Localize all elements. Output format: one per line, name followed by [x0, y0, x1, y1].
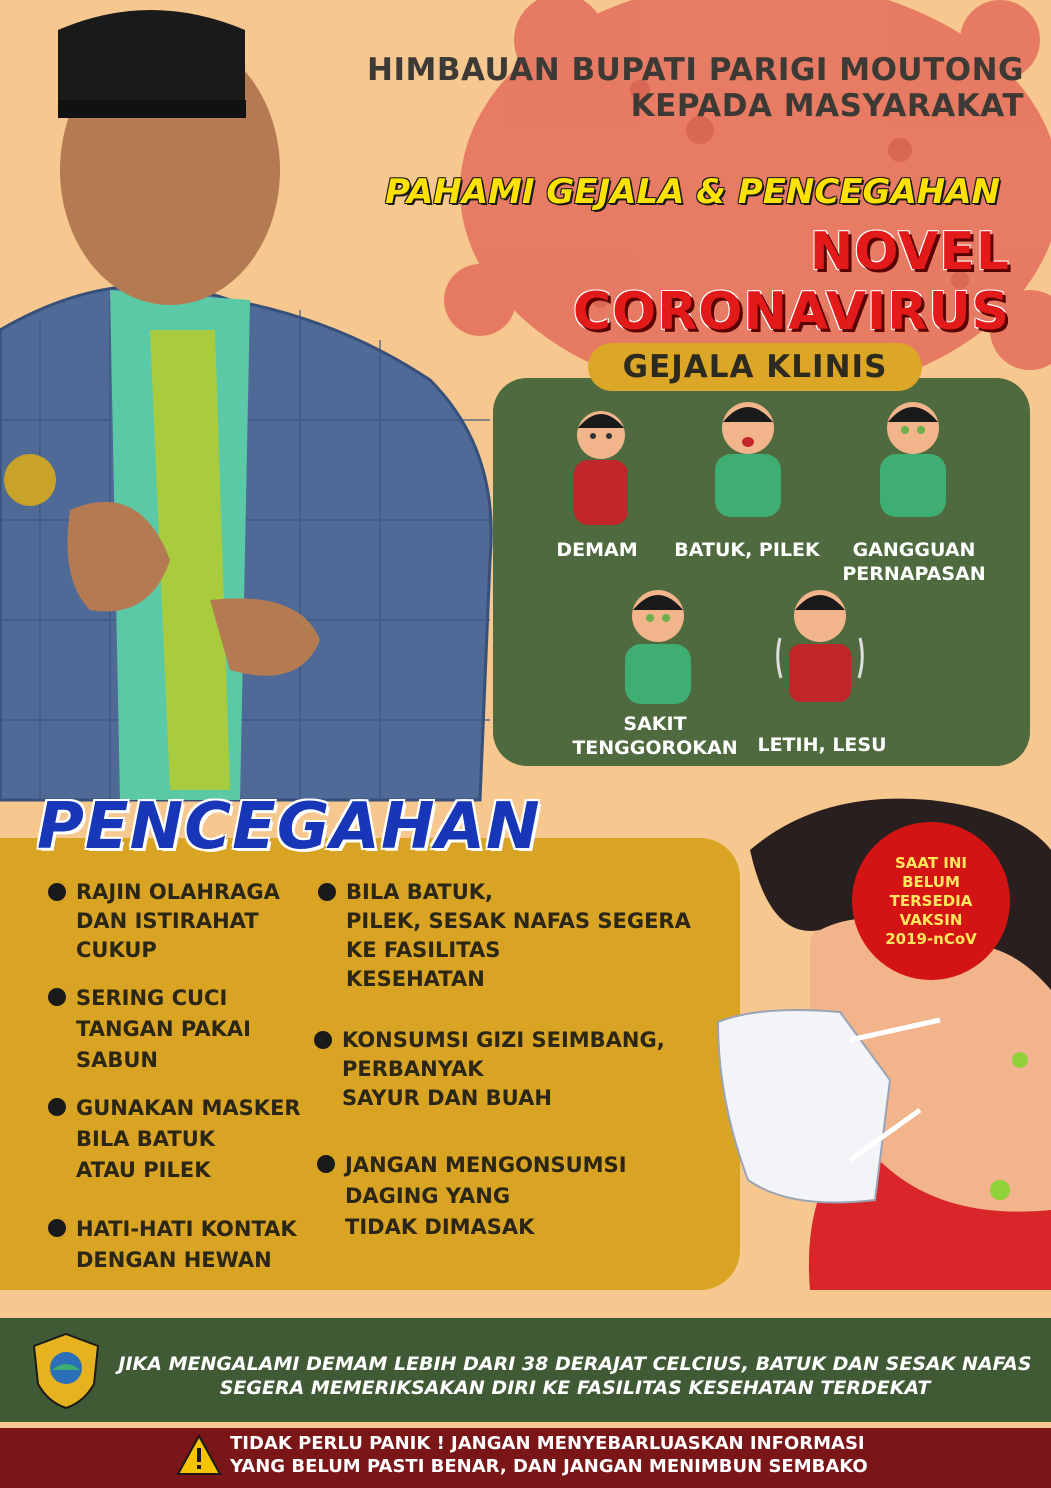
- bullet-icon: [48, 1219, 66, 1237]
- prevention-item: KONSUMSI GIZI SEIMBANG, PERBANYAK SAYUR DAN BUAH: [342, 1026, 665, 1113]
- header: [360, 52, 1040, 124]
- warning-icon: [176, 1434, 222, 1476]
- fatigue-figure-icon: [775, 578, 865, 708]
- subtitle: PAHAMI GEJALA & PENCEGAHAN: [385, 172, 1000, 212]
- warning-text: TIDAK PERLU PANIK ! JANGAN MENYEBARLUASKAN INFORMASI YANG BELUM PASTI BENAR, DAN JANGAN MENIMBUN SEMBAKO: [230, 1433, 868, 1477]
- prevention-item: JANGAN MENGONSUMSI DAGING YANG TIDAK DIMASAK: [345, 1150, 627, 1243]
- prevention-item: GUNAKAN MASKER BILA BATUK ATAU PILEK: [76, 1093, 301, 1186]
- symptom-label: SAKIT TENGGOROKAN: [572, 713, 738, 759]
- header-line-2: KEPADA MASYARAKAT: [630, 88, 1024, 124]
- advice-text: JIKA MENGALAMI DEMAM LEBIH DARI 38 DERAJAT CELCIUS, BATUK DAN SESAK NAFAS SEGERA MEMERIKSAKAN DIRI KE FASILITAS KESEHATAN TERDEKAT: [118, 1353, 1032, 1399]
- fever-figure-icon: [556, 400, 646, 530]
- cough-figure-icon: [703, 392, 793, 522]
- sore-throat-figure-icon: [613, 578, 703, 708]
- prevention-item: HATI-HATI KONTAK DENGAN HEWAN: [76, 1214, 297, 1276]
- breathing-figure-icon: [868, 392, 958, 522]
- symptom-label: BATUK, PILEK: [674, 539, 820, 561]
- prevention-item: SERING CUCI TANGAN PAKAI SABUN: [76, 983, 251, 1076]
- symptom-label: DEMAM: [556, 539, 638, 561]
- bullet-icon: [318, 883, 336, 901]
- gejala-heading: GEJALA KLINIS: [588, 343, 922, 391]
- bullet-icon: [314, 1031, 332, 1049]
- bullet-icon: [48, 1098, 66, 1116]
- header-line-1: HIMBAUAN BUPATI PARIGI MOUTONG: [367, 52, 1024, 88]
- bullet-icon: [48, 883, 66, 901]
- pencegahan-heading: PENCEGAHAN: [37, 790, 541, 864]
- vaccine-badge: SAAT INI BELUM TERSEDIA VAKSIN 2019-nCoV: [852, 822, 1010, 980]
- prevention-item: RAJIN OLAHRAGA DAN ISTIRAHAT CUKUP: [76, 878, 280, 965]
- page-title: NOVEL CORONAVIRUS: [572, 222, 1010, 342]
- regency-emblem-icon: [30, 1332, 102, 1410]
- symptom-label: LETIH, LESU: [757, 734, 887, 756]
- prevention-item: BILA BATUK, PILEK, SESAK NAFAS SEGERA KE FASILITAS KESEHATAN: [346, 878, 691, 994]
- symptom-label: GANGGUAN PERNAPASAN: [842, 539, 986, 585]
- bullet-icon: [317, 1155, 335, 1173]
- bullet-icon: [48, 988, 66, 1006]
